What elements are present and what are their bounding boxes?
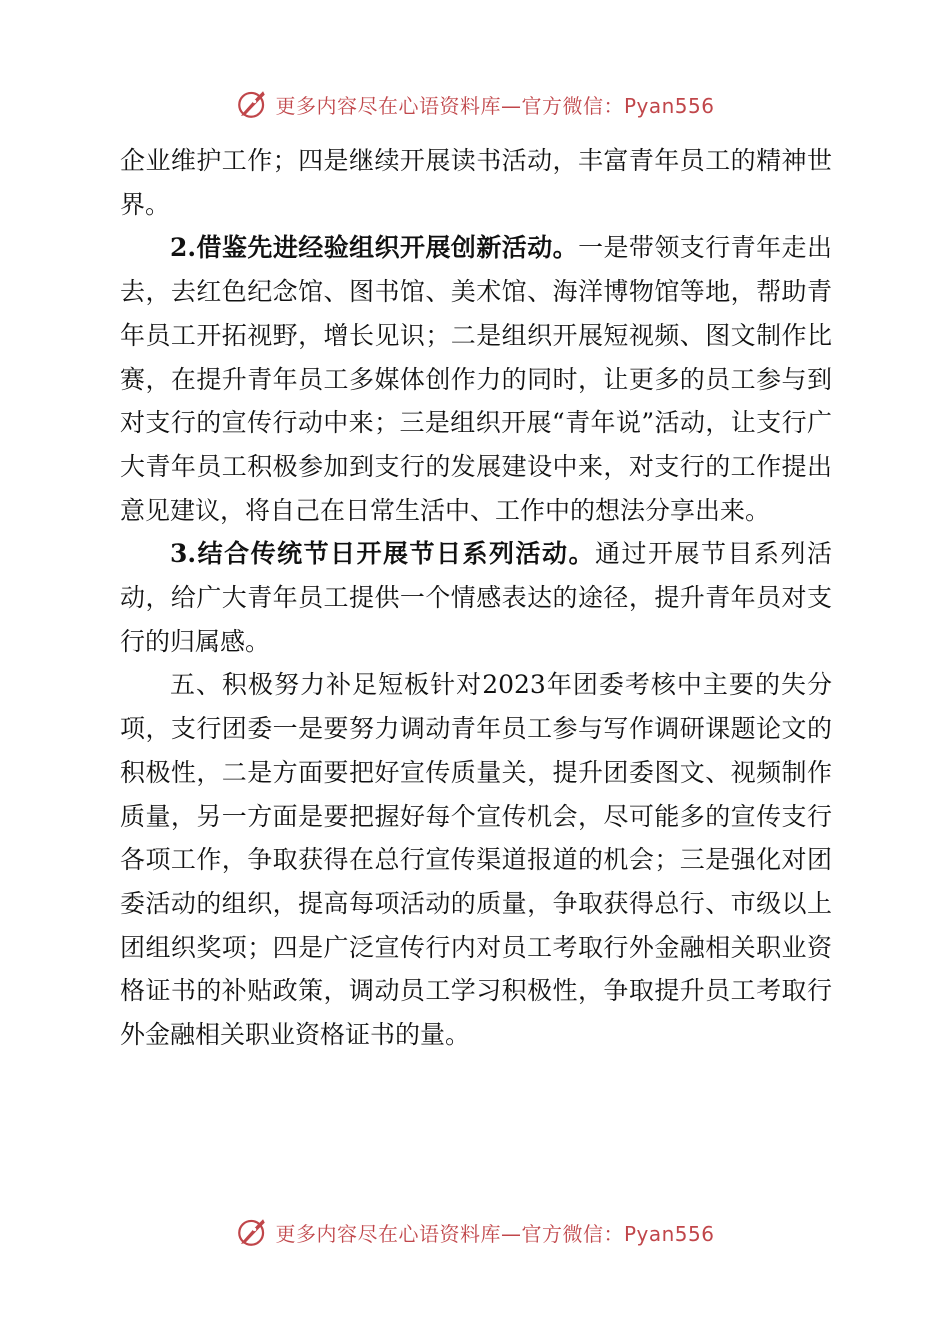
paragraph-item-2 xyxy=(120,226,832,532)
header-watermark-banner xyxy=(0,84,950,124)
paragraph-body: 企业维护工作；四是继续开展读书活动，丰富青年员工的精神世界。 xyxy=(120,146,832,219)
pen-nib-logo-icon xyxy=(235,87,269,121)
paragraph-body: 通过开展节目系列活动，给广大青年员工提供一个情感表达的途径，提升青年员对支行的归属感。 xyxy=(120,539,832,656)
paragraph-heading: 2.借鉴先进经验组织开展创新活动。 xyxy=(170,233,579,263)
paragraph-continuation xyxy=(120,139,832,226)
paragraph-body: 五、积极努力补足短板针对2023年团委考核中主要的失分项，支行团委一是要努力调动青年员工参与写作调研课题论文的积极性，二是方面要把好宣传质量关，提升团委图文、视频制作质量，另一方面是要把握好每个宣传机会，尽可能多的宣传支行各项工作，争取获得在总行宣传渠道报道的机会；三是强化对团委活动的组织，提高每项活动的质量，争取获得总行、市级以上团组织奖项；四是广泛宣传行内对员工考取行外金融相关职业资格证书的补贴政策，调动员工学习积极性，争取提升员工考取行外金融相关职业资格证书的量。 xyxy=(120,670,832,1050)
paragraph-section-5 xyxy=(120,663,832,1056)
pen-nib-logo-icon xyxy=(235,1215,269,1249)
watermark-text: 更多内容尽在心语资料库—官方微信：Pyan556 xyxy=(275,93,715,118)
watermark-text: 更多内容尽在心语资料库—官方微信：Pyan556 xyxy=(275,1221,715,1246)
paragraph-body: 一是带领支行青年走出去，去红色纪念馆、图书馆、美术馆、海洋博物馆等地，帮助青年员工开拓视野，增长见识；二是组织开展短视频、图文制作比赛，在提升青年员工多媒体创作力的同时，让更多的员工参与到对支行的宣传行动中来；三是组织开展“青年说”活动，让支行广大青年员工积极参加到支行的发展建设中来，对支行的工作提出意见建议，将自己在日常生活中、工作中的想法分享出来。 xyxy=(120,233,832,525)
paragraph-item-3 xyxy=(120,532,832,663)
document-body xyxy=(120,139,832,1057)
footer-watermark-banner xyxy=(0,1212,950,1252)
paragraph-heading: 3.结合传统节日开展节日系列活动。 xyxy=(170,539,596,569)
